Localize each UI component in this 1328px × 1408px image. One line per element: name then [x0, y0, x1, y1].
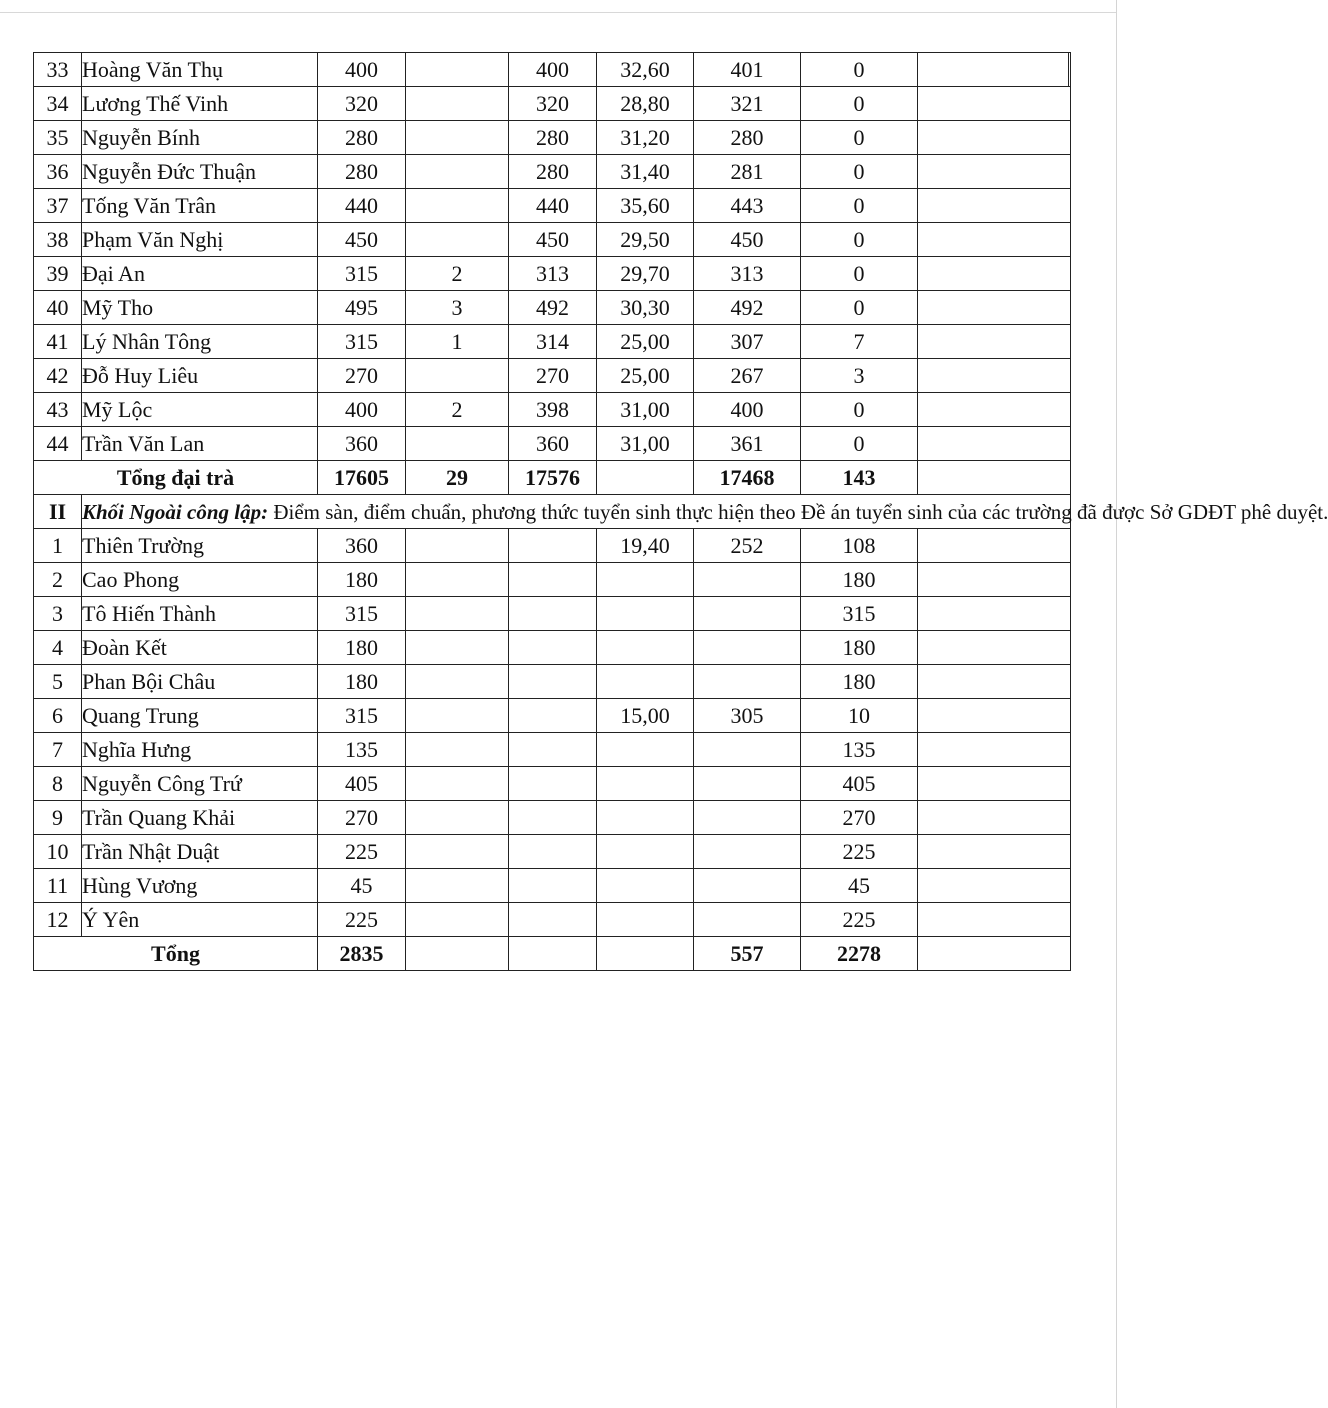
value-cell-c6: 45: [801, 869, 918, 903]
blank-cell: [918, 597, 1071, 631]
value-cell-c3: 400: [509, 53, 597, 87]
value-cell-c3: [509, 801, 597, 835]
school-name: Cao Phong: [82, 563, 318, 597]
blank-cell: [918, 631, 1071, 665]
value-cell-c1: 315: [318, 699, 406, 733]
value-cell-c2: 1: [406, 325, 509, 359]
value-cell-c2: [406, 87, 509, 121]
school-name: Nguyễn Bính: [82, 121, 318, 155]
value-cell-c4: 19,40: [597, 529, 694, 563]
value-cell-c1: 225: [318, 903, 406, 937]
value-cell-c2: [406, 597, 509, 631]
value-cell-c3: 492: [509, 291, 597, 325]
value-cell-c5: 450: [694, 223, 801, 257]
value-cell-c4: 31,20: [597, 121, 694, 155]
page-top-edge: [0, 12, 1117, 13]
blank-cell: [918, 733, 1071, 767]
value-cell-c3: 360: [509, 427, 597, 461]
school-name: Mỹ Tho: [82, 291, 318, 325]
table-row: [34, 325, 1071, 359]
blank-cell: [918, 257, 1071, 291]
row-number: 33: [34, 53, 82, 87]
value-cell-c3: [509, 869, 597, 903]
value-cell-c4: 31,40: [597, 155, 694, 189]
school-name: Trần Nhật Duật: [82, 835, 318, 869]
row-number: 4: [34, 631, 82, 665]
value-cell-c3: 314: [509, 325, 597, 359]
value-cell-c4: [597, 801, 694, 835]
value-cell-c4: 28,80: [597, 87, 694, 121]
blank-cell: [918, 121, 1071, 155]
value-cell-c5: [694, 903, 801, 937]
blank-cell: [918, 767, 1071, 801]
value-cell-c5: 252: [694, 529, 801, 563]
value-cell-c3: [509, 597, 597, 631]
value-cell-c6: 0: [801, 87, 918, 121]
section-text: Điểm sàn, điểm chuẩn, phương thức tuyển sinh thực hiện theo Đề án tuyển sinh của các trường đã được Sở GDĐT phê duyệt.: [268, 499, 1328, 524]
total-label: Tổng: [34, 937, 318, 971]
blank-cell: [918, 53, 1071, 87]
total-cell-c6: 2278: [801, 937, 918, 971]
value-cell-c3: 313: [509, 257, 597, 291]
section-description: [82, 495, 1328, 529]
value-cell-c3: 280: [509, 121, 597, 155]
value-cell-c6: 180: [801, 563, 918, 597]
row-number: 9: [34, 801, 82, 835]
value-cell-c2: [406, 665, 509, 699]
blank-cell: [918, 291, 1071, 325]
row-number: 39: [34, 257, 82, 291]
value-cell-c2: [406, 427, 509, 461]
page-right-edge: [1116, 0, 1117, 1408]
value-cell-c5: [694, 631, 801, 665]
value-cell-c5: [694, 835, 801, 869]
value-cell-c6: 7: [801, 325, 918, 359]
value-cell-c5: 281: [694, 155, 801, 189]
total-cell-c2: 29: [406, 461, 509, 495]
value-cell-c3: [509, 767, 597, 801]
blank-cell: [918, 869, 1071, 903]
row-number: 35: [34, 121, 82, 155]
row-number: 37: [34, 189, 82, 223]
value-cell-c6: 225: [801, 835, 918, 869]
row-number: 3: [34, 597, 82, 631]
value-cell-c6: 108: [801, 529, 918, 563]
row-number: 40: [34, 291, 82, 325]
value-cell-c2: [406, 189, 509, 223]
value-cell-c1: 280: [318, 155, 406, 189]
blank-cell: [918, 563, 1071, 597]
value-cell-c4: 31,00: [597, 393, 694, 427]
row-number: 6: [34, 699, 82, 733]
value-cell-c5: 400: [694, 393, 801, 427]
value-cell-c5: 321: [694, 87, 801, 121]
row-number: 42: [34, 359, 82, 393]
admission-table-body: [34, 53, 1328, 971]
value-cell-c6: 270: [801, 801, 918, 835]
value-cell-c6: 0: [801, 291, 918, 325]
school-name: Phạm Văn Nghị: [82, 223, 318, 257]
value-cell-c2: [406, 223, 509, 257]
table-row: [34, 699, 1071, 733]
school-name: Nguyễn Công Trứ: [82, 767, 318, 801]
table-row: [34, 733, 1071, 767]
value-cell-c3: 320: [509, 87, 597, 121]
value-cell-c1: 280: [318, 121, 406, 155]
value-cell-c5: 307: [694, 325, 801, 359]
table-row: [34, 87, 1071, 121]
value-cell-c4: [597, 631, 694, 665]
value-cell-c4: 29,70: [597, 257, 694, 291]
value-cell-c4: 29,50: [597, 223, 694, 257]
value-cell-c4: [597, 869, 694, 903]
value-cell-c5: 401: [694, 53, 801, 87]
blank-cell: [918, 903, 1071, 937]
table-row: [34, 835, 1071, 869]
school-name: Nguyễn Đức Thuận: [82, 155, 318, 189]
table-row: [34, 427, 1071, 461]
value-cell-c5: [694, 801, 801, 835]
table-row: [34, 223, 1071, 257]
value-cell-c5: 443: [694, 189, 801, 223]
value-cell-c6: 0: [801, 155, 918, 189]
value-cell-c1: 450: [318, 223, 406, 257]
value-cell-c2: [406, 733, 509, 767]
row-number: 2: [34, 563, 82, 597]
school-name: Trần Quang Khải: [82, 801, 318, 835]
table-row: [34, 767, 1071, 801]
school-name: Hùng Vương: [82, 869, 318, 903]
value-cell-c4: [597, 903, 694, 937]
value-cell-c6: 135: [801, 733, 918, 767]
value-cell-c2: [406, 563, 509, 597]
value-cell-c4: [597, 597, 694, 631]
value-cell-c1: 405: [318, 767, 406, 801]
total-cell-c2: [406, 937, 509, 971]
value-cell-c6: 0: [801, 223, 918, 257]
value-cell-c1: 180: [318, 563, 406, 597]
school-name: Tô Hiến Thành: [82, 597, 318, 631]
row-number: 36: [34, 155, 82, 189]
blank-cell: [918, 87, 1071, 121]
table-row: [34, 869, 1071, 903]
value-cell-c5: [694, 767, 801, 801]
total-cell-c6: 143: [801, 461, 918, 495]
value-cell-c6: 315: [801, 597, 918, 631]
section-title: Khối Ngoài công lập:: [82, 499, 269, 524]
value-cell-c4: [597, 767, 694, 801]
value-cell-c6: 10: [801, 699, 918, 733]
school-name: Thiên Trường: [82, 529, 318, 563]
row-number: 34: [34, 87, 82, 121]
total-label: Tổng đại trà: [34, 461, 318, 495]
value-cell-c4: 30,30: [597, 291, 694, 325]
value-cell-c1: 320: [318, 87, 406, 121]
school-name: Trần Văn Lan: [82, 427, 318, 461]
value-cell-c6: 0: [801, 257, 918, 291]
school-name: Tống Văn Trân: [82, 189, 318, 223]
blank-cell: [918, 325, 1071, 359]
school-name: Mỹ Lộc: [82, 393, 318, 427]
table-row: [34, 121, 1071, 155]
value-cell-c6: 3: [801, 359, 918, 393]
table-row: [34, 291, 1071, 325]
total-row: [34, 461, 1071, 495]
table-row: [34, 189, 1071, 223]
value-cell-c2: [406, 903, 509, 937]
value-cell-c2: [406, 869, 509, 903]
total-cell-c5: 17468: [694, 461, 801, 495]
value-cell-c3: [509, 563, 597, 597]
section-number: II: [34, 495, 82, 529]
value-cell-c4: 32,60: [597, 53, 694, 87]
value-cell-c2: [406, 699, 509, 733]
value-cell-c4: [597, 733, 694, 767]
section-header-row: [34, 495, 1071, 529]
row-number: 11: [34, 869, 82, 903]
value-cell-c3: 270: [509, 359, 597, 393]
value-cell-c4: 25,00: [597, 325, 694, 359]
total-cell-c1: 2835: [318, 937, 406, 971]
total-cell-c1: 17605: [318, 461, 406, 495]
value-cell-c6: 0: [801, 53, 918, 87]
value-cell-c2: [406, 835, 509, 869]
value-cell-c6: 225: [801, 903, 918, 937]
table-row: [34, 257, 1071, 291]
blank-cell: [918, 529, 1071, 563]
value-cell-c2: [406, 767, 509, 801]
table-row: [34, 801, 1071, 835]
value-cell-c1: 45: [318, 869, 406, 903]
value-cell-c6: 0: [801, 121, 918, 155]
table-row: [34, 53, 1071, 87]
table-row: [34, 563, 1071, 597]
value-cell-c6: 0: [801, 427, 918, 461]
value-cell-c1: 180: [318, 665, 406, 699]
blank-cell: [918, 835, 1071, 869]
value-cell-c4: [597, 835, 694, 869]
value-cell-c5: [694, 733, 801, 767]
row-number: 43: [34, 393, 82, 427]
school-name: Đoàn Kết: [82, 631, 318, 665]
value-cell-c3: 280: [509, 155, 597, 189]
school-name: Phan Bội Châu: [82, 665, 318, 699]
blank-cell: [918, 427, 1071, 461]
value-cell-c3: [509, 699, 597, 733]
table-row: [34, 529, 1071, 563]
value-cell-c5: [694, 665, 801, 699]
value-cell-c4: 35,60: [597, 189, 694, 223]
blank-cell: [918, 189, 1071, 223]
value-cell-c2: 2: [406, 257, 509, 291]
value-cell-c1: 315: [318, 325, 406, 359]
value-cell-c3: [509, 903, 597, 937]
total-row: [34, 937, 1071, 971]
value-cell-c1: 315: [318, 257, 406, 291]
row-number: 8: [34, 767, 82, 801]
table-row: [34, 393, 1071, 427]
blank-cell: [918, 155, 1071, 189]
value-cell-c5: 267: [694, 359, 801, 393]
blank-cell: [918, 359, 1071, 393]
value-cell-c2: 2: [406, 393, 509, 427]
value-cell-c2: [406, 801, 509, 835]
blank-cell: [918, 223, 1071, 257]
school-name: Quang Trung: [82, 699, 318, 733]
value-cell-c5: [694, 597, 801, 631]
total-cell-c5: 557: [694, 937, 801, 971]
value-cell-c5: 305: [694, 699, 801, 733]
row-number: 12: [34, 903, 82, 937]
value-cell-c1: 400: [318, 393, 406, 427]
blank-cell: [918, 665, 1071, 699]
value-cell-c6: 0: [801, 189, 918, 223]
value-cell-c1: 440: [318, 189, 406, 223]
value-cell-c3: 440: [509, 189, 597, 223]
blank-cell: [918, 699, 1071, 733]
value-cell-c3: [509, 835, 597, 869]
value-cell-c3: [509, 733, 597, 767]
value-cell-c5: 280: [694, 121, 801, 155]
value-cell-c2: [406, 359, 509, 393]
value-cell-c6: 180: [801, 631, 918, 665]
value-cell-c3: [509, 665, 597, 699]
value-cell-c3: [509, 529, 597, 563]
value-cell-c4: 31,00: [597, 427, 694, 461]
school-name: Đỗ Huy Liêu: [82, 359, 318, 393]
blank-cell: [918, 461, 1071, 495]
table-row: [34, 359, 1071, 393]
value-cell-c1: 400: [318, 53, 406, 87]
blank-cell: [918, 801, 1071, 835]
value-cell-c5: 361: [694, 427, 801, 461]
value-cell-c1: 135: [318, 733, 406, 767]
school-name: Nghĩa Hưng: [82, 733, 318, 767]
total-cell-c3: [509, 937, 597, 971]
value-cell-c1: 495: [318, 291, 406, 325]
value-cell-c3: 398: [509, 393, 597, 427]
row-number: 41: [34, 325, 82, 359]
value-cell-c2: [406, 155, 509, 189]
value-cell-c5: 492: [694, 291, 801, 325]
school-name: Đại An: [82, 257, 318, 291]
value-cell-c2: 3: [406, 291, 509, 325]
row-number: 5: [34, 665, 82, 699]
value-cell-c1: 360: [318, 529, 406, 563]
value-cell-c6: 0: [801, 393, 918, 427]
school-name: Ý Yên: [82, 903, 318, 937]
row-number: 1: [34, 529, 82, 563]
value-cell-c5: [694, 563, 801, 597]
value-cell-c3: 450: [509, 223, 597, 257]
blank-cell: [918, 393, 1071, 427]
school-name: Lý Nhân Tông: [82, 325, 318, 359]
value-cell-c6: 180: [801, 665, 918, 699]
school-name: Lương Thế Vinh: [82, 87, 318, 121]
value-cell-c2: [406, 529, 509, 563]
row-number: 10: [34, 835, 82, 869]
row-number: 44: [34, 427, 82, 461]
table-row: [34, 903, 1071, 937]
value-cell-c1: 225: [318, 835, 406, 869]
table-row: [34, 631, 1071, 665]
total-cell-c3: 17576: [509, 461, 597, 495]
value-cell-c2: [406, 53, 509, 87]
blank-cell: [918, 937, 1071, 971]
total-cell-c4: [597, 461, 694, 495]
row-number: 38: [34, 223, 82, 257]
value-cell-c1: 270: [318, 359, 406, 393]
value-cell-c1: 360: [318, 427, 406, 461]
value-cell-c1: 315: [318, 597, 406, 631]
value-cell-c3: [509, 631, 597, 665]
value-cell-c4: [597, 563, 694, 597]
row-number: 7: [34, 733, 82, 767]
value-cell-c1: 270: [318, 801, 406, 835]
table-row: [34, 665, 1071, 699]
value-cell-c1: 180: [318, 631, 406, 665]
value-cell-c2: [406, 631, 509, 665]
school-name: Hoàng Văn Thụ: [82, 53, 318, 87]
total-cell-c4: [597, 937, 694, 971]
value-cell-c4: [597, 665, 694, 699]
value-cell-c5: [694, 869, 801, 903]
value-cell-c2: [406, 121, 509, 155]
table-row: [34, 155, 1071, 189]
value-cell-c4: 25,00: [597, 359, 694, 393]
admission-table: [33, 52, 1328, 971]
value-cell-c6: 405: [801, 767, 918, 801]
table-row: [34, 597, 1071, 631]
value-cell-c4: 15,00: [597, 699, 694, 733]
value-cell-c5: 313: [694, 257, 801, 291]
